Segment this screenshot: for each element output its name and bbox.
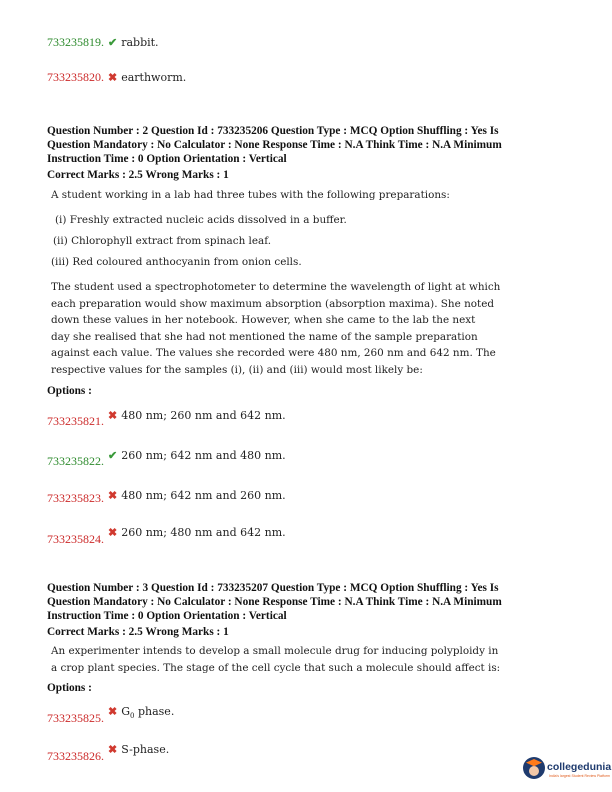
meta-line: Instruction Time : 0 Option Orientation : Vertical bbox=[47, 610, 287, 622]
cross-icon: ✖ bbox=[108, 527, 118, 539]
sub-item-text: Chlorophyll extract from spinach leaf. bbox=[71, 235, 272, 247]
logo-name: collegedunia bbox=[547, 761, 612, 773]
option-row bbox=[47, 702, 175, 725]
paragraph-line: respective values for the samples (i), (ii) and (iii) would most likely be: bbox=[51, 363, 423, 376]
option-text-subscript: 0 bbox=[130, 712, 135, 721]
option-id: 733235821. bbox=[47, 414, 104, 428]
paragraph-line: The student used a spectrophotometer to determine the wavelength of light at which bbox=[51, 281, 501, 293]
cross-icon: ✖ bbox=[108, 744, 118, 756]
option-id: 733235823. bbox=[47, 491, 104, 505]
sub-item-text: Red coloured anthocyanin from onion cells. bbox=[72, 256, 302, 268]
meta-line: Question Mandatory : No Calculator : None Response Time : N.A Think Time : N.A Minimum bbox=[47, 139, 502, 151]
sub-item-text: Freshly extracted nucleic acids dissolved in a buffer. bbox=[69, 214, 347, 226]
option-row bbox=[47, 486, 286, 504]
paragraph-line: day she realised that she had not mentioned the name of the sample preparation bbox=[51, 330, 478, 343]
options-label: Options : bbox=[47, 385, 92, 397]
sub-item bbox=[55, 214, 347, 226]
question-2-paragraph bbox=[51, 279, 571, 378]
option-text-main: G bbox=[121, 705, 131, 718]
logo-face bbox=[529, 766, 539, 776]
cross-icon: ✖ bbox=[108, 410, 118, 422]
collegedunia-logo bbox=[523, 757, 612, 787]
sub-item-number: (ii) bbox=[53, 235, 68, 247]
question-2-intro: A student working in a lab had three tubes with the following preparations: bbox=[51, 189, 450, 201]
option-row bbox=[47, 740, 170, 763]
meta-line: Instruction Time : 0 Option Orientation : Vertical bbox=[47, 153, 287, 165]
option-text: earthworm. bbox=[121, 71, 187, 84]
option-id: 733235825. bbox=[47, 711, 104, 725]
option-row bbox=[47, 33, 159, 51]
option-id: 733235824. bbox=[47, 532, 104, 546]
options-label: Options : bbox=[47, 682, 92, 694]
option-text: 480 nm; 642 nm and 260 nm. bbox=[121, 489, 286, 502]
sub-item bbox=[51, 256, 302, 268]
cross-icon: ✖ bbox=[108, 490, 118, 502]
option-text: 260 nm; 480 nm and 642 nm. bbox=[121, 526, 286, 539]
paragraph-line: down these values in her notebook. However, when she came to the lab the next bbox=[51, 314, 476, 326]
option-text: S-phase. bbox=[121, 743, 170, 756]
option-text-rest: phase. bbox=[134, 705, 175, 718]
sub-item-number: (iii) bbox=[51, 256, 70, 268]
option-text bbox=[121, 705, 175, 721]
option-id: 733235822. bbox=[47, 454, 104, 468]
question-2-meta bbox=[47, 124, 567, 182]
option-row bbox=[47, 406, 286, 428]
option-id: 733235820. bbox=[47, 70, 104, 84]
paragraph-line: against each value. The values she recorded were 480 nm, 260 nm and 642 nm. The bbox=[51, 347, 496, 359]
meta-line: Question Mandatory : No Calculator : None Response Time : N.A Think Time : N.A Minimum bbox=[47, 596, 502, 608]
option-id: 733235819. bbox=[47, 35, 104, 49]
option-row bbox=[47, 446, 286, 468]
cross-icon: ✖ bbox=[108, 706, 118, 718]
meta-line: Correct Marks : 2.5 Wrong Marks : 1 bbox=[47, 169, 229, 181]
paragraph-line: a crop plant species. The stage of the cell cycle that such a molecule should affect is: bbox=[51, 661, 501, 674]
option-text: 260 nm; 642 nm and 480 nm. bbox=[121, 449, 286, 462]
sub-item-number: (i) bbox=[55, 214, 67, 226]
meta-line: Question Number : 2 Question Id : 733235206 Question Type : MCQ Option Shuffling : Yes Is bbox=[47, 125, 499, 137]
check-icon: ✔ bbox=[108, 450, 118, 462]
question-3-meta bbox=[47, 581, 567, 639]
meta-line: Question Number : 3 Question Id : 733235207 Question Type : MCQ Option Shuffling : Yes Is bbox=[47, 582, 499, 594]
option-row bbox=[47, 523, 286, 546]
check-icon: ✔ bbox=[108, 37, 118, 49]
cross-icon: ✖ bbox=[108, 72, 118, 84]
paragraph-line: An experimenter intends to develop a small molecule drug for inducing polyploidy in bbox=[51, 645, 499, 657]
paragraph-line: each preparation would show maximum absorption (absorption maxima). She noted bbox=[51, 297, 494, 310]
logo-tagline: India's largest Student Review Platform bbox=[549, 774, 610, 778]
meta-line: Correct Marks : 2.5 Wrong Marks : 1 bbox=[47, 626, 229, 638]
option-text: rabbit. bbox=[121, 36, 159, 49]
question-3-paragraph bbox=[51, 643, 571, 676]
option-text: 480 nm; 260 nm and 642 nm. bbox=[121, 409, 286, 422]
option-id: 733235826. bbox=[47, 749, 104, 763]
sub-item bbox=[53, 235, 271, 247]
option-row bbox=[47, 68, 186, 86]
